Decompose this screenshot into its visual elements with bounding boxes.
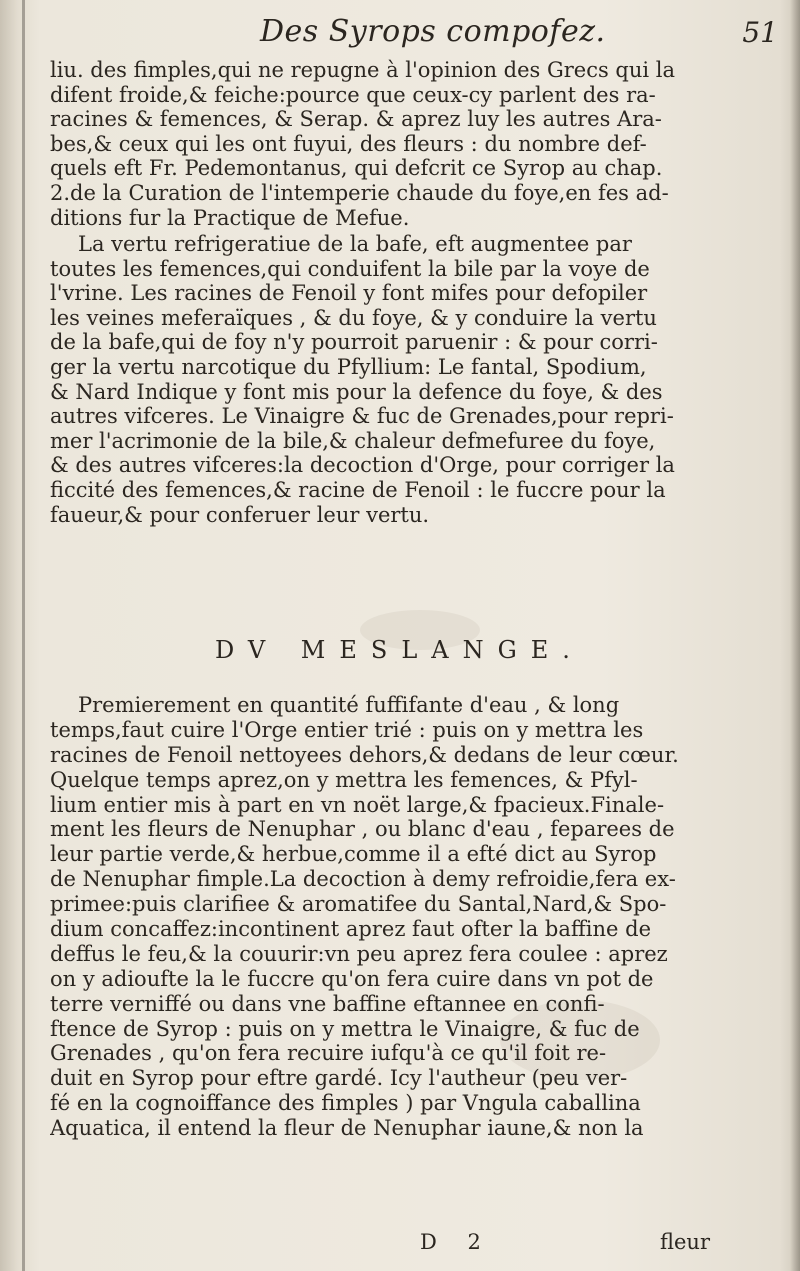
running-head: Des Syrops compofez. bbox=[260, 14, 606, 49]
text-line: l'vrine. Les racines de Fenoil y font mifes pour defopiler bbox=[50, 281, 648, 306]
text-line: liu. des fimples,qui ne repugne à l'opinion des Grecs qui la bbox=[50, 58, 676, 82]
text-line: Grenades , qu'on fera recuire iufqu'à ce qu'il foit re- bbox=[50, 1041, 607, 1066]
section-heading: DV MESLANGE. bbox=[215, 636, 584, 664]
text-line: Aquatica, il entend la fleur de Nenuphar iaune,& non la bbox=[50, 1116, 644, 1141]
page-edge-shadow bbox=[790, 0, 800, 1271]
text-line: on y adioufte la le fuccre qu'on fera cuire dans vn pot de bbox=[50, 966, 654, 991]
text-line: ftence de Syrop : puis on y mettra le Vinaigre, & fuc de bbox=[50, 1016, 640, 1041]
text-line: de la bafe,qui de foy n'y pourroit paruenir : & pour corri- bbox=[50, 330, 658, 355]
signature-mark: D 2 bbox=[420, 1230, 493, 1254]
text-line: faueur,& pour conferuer leur vertu. bbox=[50, 502, 430, 527]
text-line: mer l'acrimonie de la bile,& chaleur defmefuree du foye, bbox=[50, 428, 656, 453]
text-line: ment les fleurs de Nenuphar , ou blanc d'eau , feparees de bbox=[50, 817, 675, 842]
page-number: 51 bbox=[742, 16, 778, 49]
text-line: de Nenuphar fimple.La decoction à demy refroidie,fera ex- bbox=[50, 867, 676, 892]
text-line: ficcité des femences,& racine de Fenoil : le fuccre pour la bbox=[50, 477, 666, 502]
text-line: 2.de la Curation de l'intemperie chaude du foye,en fes ad- bbox=[50, 180, 669, 205]
text-line: & Nard Indique y font mis pour la defence du foye, & des bbox=[50, 379, 663, 404]
text-line: racines & femences, & Serap. & aprez luy les autres Ara- bbox=[50, 107, 662, 132]
text-line: autres vifceres. Le Vinaigre & fuc de Grenades,pour repri- bbox=[50, 404, 674, 429]
text-line: ger la vertu narcotique du Pfyllium: Le fantal, Spodium, bbox=[50, 354, 647, 379]
catchword: fleur bbox=[660, 1230, 710, 1254]
text-line: fé en la cognoiffance des fimples ) par Vngula caballina bbox=[50, 1091, 641, 1116]
text-line: lium entier mis à part en vn noët large,& fpacieux.Finale- bbox=[50, 792, 665, 817]
text-line: leur partie verde,& herbue,comme il a efté dict au Syrop bbox=[50, 842, 657, 867]
text-line: primee:puis clarifiee & aromatifee du Santal,Nard,& Spo- bbox=[50, 892, 667, 917]
text-line: bes,& ceux qui les ont fuyui, des fleurs : du nombre def- bbox=[50, 131, 647, 156]
text-line: Premierement en quantité fuffifante d'eau , & long bbox=[78, 693, 620, 717]
text-line: quels eft Fr. Pedemontanus, qui defcrit ce Syrop au chap. bbox=[50, 156, 663, 181]
text-line: & des autres vifceres:la decoction d'Orge, pour corriger la bbox=[50, 453, 675, 478]
text-line: deffus le feu,& la couurir:vn peu aprez fera coulee : aprez bbox=[50, 941, 668, 966]
paragraph-3 bbox=[50, 693, 780, 1141]
text-line: Quelque temps aprez,on y mettra les femences, & Pfyl- bbox=[50, 767, 638, 792]
text-line: racines de Fenoil nettoyees dehors,& dedans de leur cœur. bbox=[50, 742, 679, 767]
text-line: difent froide,& feiche:pource que ceux-cy parlent des ra- bbox=[50, 82, 656, 107]
text-line: toutes les femences,qui conduifent la bile par la voye de bbox=[50, 256, 650, 281]
text-line: les veines meferaïques , & du foye, & y conduire la vertu bbox=[50, 305, 657, 330]
text-line: duit en Syrop pour eftre gardé. Icy l'autheur (peu ver- bbox=[50, 1066, 628, 1091]
paragraph-1 bbox=[50, 58, 780, 230]
text-line: dium concaffez:incontinent aprez faut ofter la baffine de bbox=[50, 917, 651, 942]
text-line: ditions fur la Practique de Mefue. bbox=[50, 205, 410, 230]
page-header bbox=[30, 10, 790, 50]
page-footer bbox=[0, 1226, 800, 1266]
text-line: La vertu refrigeratiue de la bafe, eft augmentee par bbox=[78, 232, 632, 256]
binding-gutter bbox=[22, 0, 25, 1271]
text-line: temps,faut cuire l'Orge entier trié : puis on y mettra les bbox=[50, 717, 644, 742]
paragraph-2 bbox=[50, 232, 780, 527]
text-line: terre verniffé ou dans vne baffine eftannee en confi- bbox=[50, 991, 605, 1016]
